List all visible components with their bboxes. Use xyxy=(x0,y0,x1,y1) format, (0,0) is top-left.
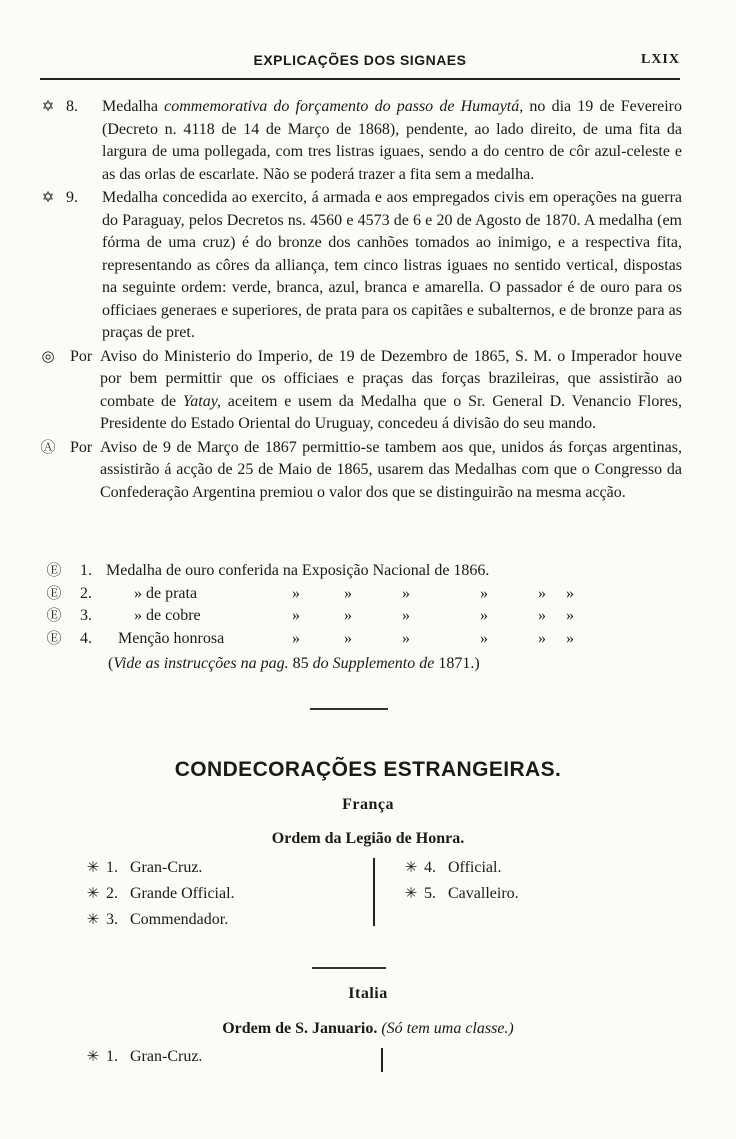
note-italic: Vide as instrucções na pag. xyxy=(113,655,289,672)
ditto-mark: » xyxy=(402,607,410,624)
section-divider xyxy=(312,967,386,969)
star-icon: ✡ xyxy=(41,99,55,115)
section-divider xyxy=(310,708,388,710)
degree-label: Official. xyxy=(448,859,502,876)
degree-item xyxy=(398,857,501,879)
entry-argentina xyxy=(36,437,682,505)
degree-number: 2. xyxy=(106,885,118,902)
degree-number: 4. xyxy=(424,859,436,876)
award-label: » de cobre xyxy=(134,607,201,624)
degree-label: Commendador. xyxy=(130,911,229,928)
degree-item xyxy=(80,909,228,931)
award-label: Menção honrosa xyxy=(118,629,225,647)
section-title: CONDECORAÇÕES ESTRANGEIRAS. xyxy=(174,758,562,781)
entry-text-italic: commemorativa do forçamento do passo de Humaytá, xyxy=(164,98,524,115)
degree-item xyxy=(398,883,519,905)
degree-number: 3. xyxy=(106,911,118,928)
degree-number: 1. xyxy=(106,859,118,876)
order-title-italy xyxy=(0,1020,736,1038)
ditto-mark: » xyxy=(538,629,546,647)
country-heading-italy: Italia xyxy=(348,985,388,1002)
degree-number: 1. xyxy=(106,1048,118,1065)
column-divider xyxy=(381,1048,383,1072)
ditto-mark: » xyxy=(292,607,300,624)
award-number: 1. xyxy=(80,562,92,579)
award-number: 2. xyxy=(80,584,92,602)
circle-e-icon: Ⓔ xyxy=(46,585,62,602)
ditto-mark: » xyxy=(538,584,546,602)
note-italic: do Supplemento de xyxy=(312,655,435,672)
degree-label: Gran-Cruz. xyxy=(130,859,203,876)
award-row xyxy=(36,560,676,583)
reference-note xyxy=(108,655,480,673)
ditto-mark: » xyxy=(480,584,488,602)
entry-number: 9. xyxy=(66,189,78,206)
entry-lead: Por xyxy=(70,438,93,456)
order-note: (Só tem uma classe.) xyxy=(381,1020,514,1037)
ditto-mark: » xyxy=(480,629,488,647)
ditto-mark: » xyxy=(402,629,410,647)
star-icon: ✡ xyxy=(41,190,55,206)
order-name: Ordem de S. Januario. xyxy=(222,1020,378,1037)
degree-label: Grande Official. xyxy=(130,885,235,902)
column-divider xyxy=(373,858,375,926)
degree-item xyxy=(80,857,202,879)
ditto-mark: » xyxy=(480,607,488,624)
entry-text: aceitem e usem da Medalha que o Sr. General D. Venancio Flores, Presidente do Estado Oriental do Uruguay, concedeu á divisão do seu mando. xyxy=(100,392,682,432)
entry-8 xyxy=(36,96,682,186)
circle-a-icon: Ⓐ xyxy=(40,439,56,456)
exposition-awards xyxy=(36,560,676,650)
entry-text-italic: Yatay, xyxy=(182,392,221,410)
award-row xyxy=(36,605,676,628)
note-page: 85 xyxy=(288,655,313,672)
circle-medal-icon: ◎ xyxy=(41,348,55,365)
page-number: LXIX xyxy=(640,52,680,67)
entry-text: Medalha xyxy=(102,98,165,115)
paren: ( xyxy=(108,655,114,672)
cross-icon: ✳ xyxy=(86,1049,100,1065)
award-number: 3. xyxy=(80,607,92,624)
cross-icon: ✳ xyxy=(86,886,100,902)
ditto-mark: » xyxy=(538,607,546,624)
circle-e-icon: Ⓔ xyxy=(46,563,62,579)
ditto-mark: » xyxy=(344,607,352,624)
award-row xyxy=(36,628,676,651)
ditto-mark: » xyxy=(292,629,300,647)
ditto-mark: » xyxy=(566,629,574,647)
cross-icon: ✳ xyxy=(86,860,100,876)
entry-text: Aviso do Ministerio do Imperio, de 19 de Dezembro de 1865, S. M. o Imperador houve por bem permittir que os officiaes e praças das forças brazileiras, que assistirão ao combate de xyxy=(100,347,682,410)
circle-e-icon: Ⓔ xyxy=(46,608,62,624)
entry-text: Aviso de 9 de Março de 1867 permittio-se tambem aos que, unidos ás forças argentinas, assistirão á acção de 25 de Maio de 1865, usarem das Medalhas com que o Congresso da Confederação Argentina premiou o valor dos que se distinguirão na mesma acção. xyxy=(100,438,682,501)
entry-9 xyxy=(36,187,682,345)
entry-text: no dia 19 de Fevereiro (Decreto n. 4118 de 14 de Março de 1868), pendente, ao lado direito, de uma fita da largura de uma pollegada, com tres listras iguaes, sendo a do centro de côr azul-celeste e as das orlas de escarlate. Não se poderá trazer a fita sem a medalha. xyxy=(102,98,683,183)
degree-label: Gran-Cruz. xyxy=(130,1048,203,1065)
degree-number: 5. xyxy=(424,885,436,902)
entry-lead: Por xyxy=(70,347,93,365)
cross-icon: ✳ xyxy=(404,886,418,902)
circle-e-icon: Ⓔ xyxy=(46,630,62,647)
cross-icon: ✳ xyxy=(404,860,418,876)
ditto-mark: » xyxy=(566,607,574,624)
entry-number: 8. xyxy=(66,98,78,115)
order-title-france: Ordem da Legião de Honra. xyxy=(271,830,465,847)
degree-item xyxy=(80,883,235,905)
signs-list xyxy=(36,96,682,505)
ditto-mark: » xyxy=(344,584,352,602)
running-title: EXPLICAÇÕES DOS SIGNAES xyxy=(253,52,467,68)
country-heading-france: França xyxy=(342,796,394,813)
ditto-mark: » xyxy=(292,584,300,602)
entry-text: Medalha concedida ao exercito, á armada e aos empregados civis em operações na guerra do Paraguay, pelos Decretos ns. 4560 e 4573 de 6 e 20 de Agosto de 1870. A medalha (em fórma de uma cruz) é do bronze dos canhões tomados ao inimigo, e a respectiva fita, representando as côres da alliança, tem cinco listras iguaes no sentido vertical, dispostas na seguinte ordem: verde, branca, azul, branca e amarella. O passador é de ouro para os officiaes generaes e superiores, de prata para os capitães e subalternos, e de bronze para as praças de pret. xyxy=(102,189,682,341)
degree-label: Cavalleiro. xyxy=(448,885,519,902)
degree-item xyxy=(80,1046,202,1068)
ditto-mark: » xyxy=(402,584,410,602)
cross-icon: ✳ xyxy=(86,912,100,928)
award-label: Medalha de ouro conferida na Exposição Nacional de 1866. xyxy=(106,562,490,579)
running-header xyxy=(40,50,680,74)
award-row xyxy=(36,583,676,606)
entry-yatay xyxy=(36,346,682,436)
award-label: » de prata xyxy=(134,584,198,602)
header-rule xyxy=(40,78,680,80)
note-year: 1871.) xyxy=(434,655,480,672)
ditto-mark: » xyxy=(566,584,574,602)
award-number: 4. xyxy=(80,629,92,647)
ditto-mark: » xyxy=(344,629,352,647)
